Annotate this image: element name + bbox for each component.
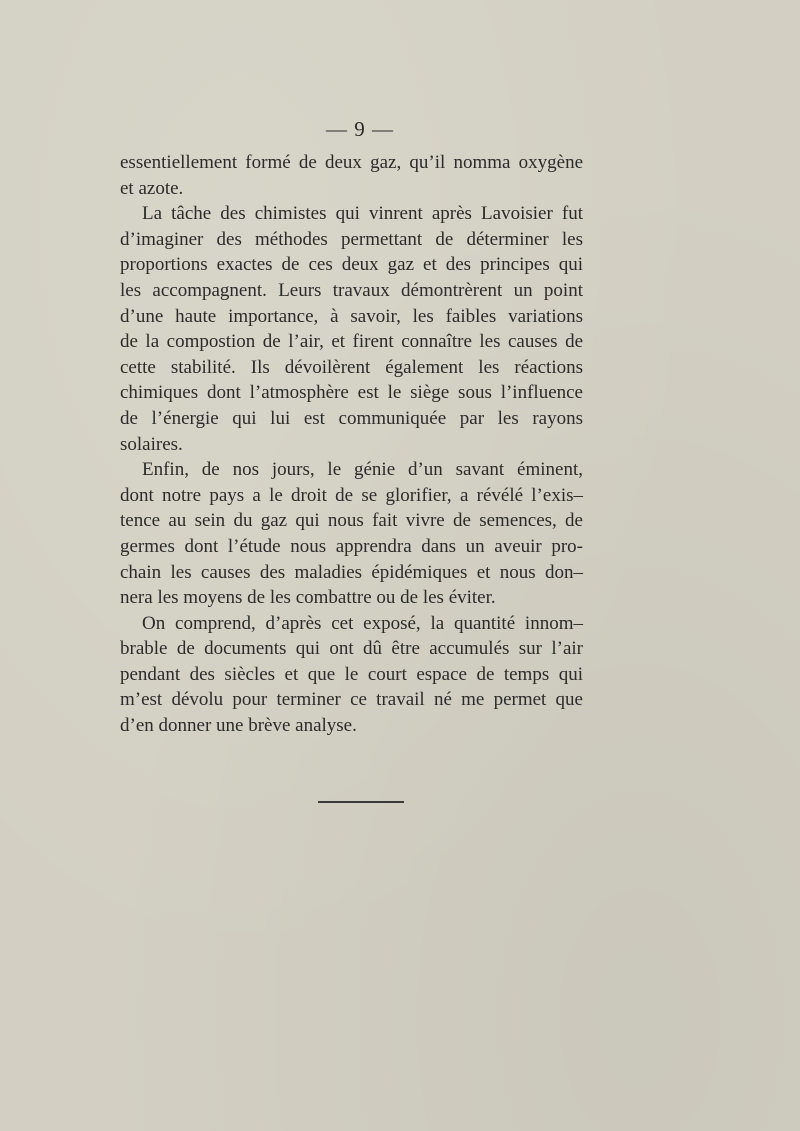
text-line: d’imaginer des méthodes permettant de déterminer les — [120, 228, 583, 250]
text-line: solaires. — [120, 433, 183, 455]
text-line: m’est dévolu pour terminer ce travail né me permet que — [120, 689, 583, 711]
body-text — [120, 150, 583, 739]
text-line: On comprend, d’après cet exposé, la quantité innom– — [142, 612, 583, 634]
closing-rule — [318, 801, 404, 803]
text-line: chain les causes des maladies épidémiques et nous don– — [120, 561, 583, 583]
text-line: dont notre pays a le droit de se glorifier, a révélé l’exis– — [120, 484, 583, 506]
text-line: d’en donner une brève analyse. — [120, 715, 357, 737]
text-line: proportions exactes de ces deux gaz et des principes qui — [120, 254, 583, 276]
text-line: tence au sein du gaz qui nous fait vivre de semences, de — [120, 510, 583, 532]
text-line: brable de documents qui ont dû être accumulés sur l’air — [120, 638, 583, 660]
text-line: d’une haute importance, à savoir, les faibles variations — [120, 305, 583, 327]
text-line: de l’énergie qui lui est communiquée par les rayons — [120, 407, 583, 429]
text-line: La tâche des chimistes qui vinrent après Lavoisier fut — [142, 203, 583, 225]
text-line: de la compostion de l’air, et firent connaître les causes de — [120, 331, 583, 353]
text-line: les accompagnent. Leurs travaux démontrèrent un point — [120, 279, 583, 301]
text-line: chimiques dont l’atmosphère est le siège sous l’influence — [120, 382, 583, 404]
text-line: pendant des siècles et que le court espace de temps qui — [120, 663, 583, 685]
text-line: Enfin, de nos jours, le génie d’un savant éminent, — [142, 459, 583, 481]
text-line: germes dont l’étude nous apprendra dans un aveuir pro- — [120, 535, 583, 557]
text-line: et azote. — [120, 177, 184, 199]
text-line: nera les moyens de les combattre ou de les éviter. — [120, 587, 496, 609]
text-line: essentiellement formé de deux gaz, qu’il nomma oxygène — [120, 152, 583, 173]
page-number: — 9 — — [326, 117, 394, 141]
text-line: cette stabilité. Ils dévoilèrent également les réactions — [120, 356, 583, 378]
